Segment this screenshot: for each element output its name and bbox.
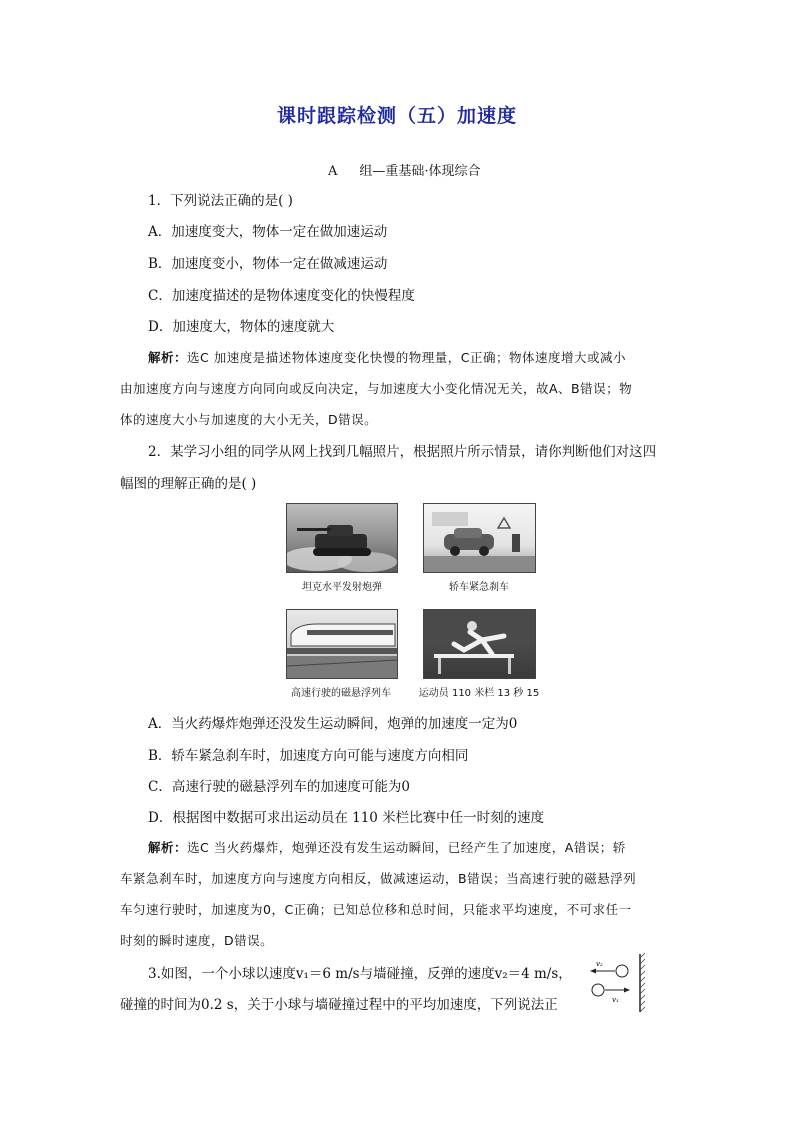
caption-tank: 坦克水平发射炮弹 [302,582,382,593]
tank-photo [286,503,398,573]
q1-option-b: B．加速度变小，物体一定在做减速运动 [148,256,388,272]
q2-analysis-line-3: 车匀速行驶时，加速度为0，C正确；已知总位移和总时间，只能求平均速度，不可求任一 [120,902,632,917]
q1-stem: 1．下列说法正确的是( ) [148,193,293,209]
q2-analysis-line-2: 车紧急刹车时，加速度方向与速度方向相反，做减速运动，B错误；当高速行驶的磁悬浮列 [120,871,637,886]
q3-line-1: 3.如图，一个小球以速度v₁＝6 m/s与墙碰撞，反弹的速度v₂＝4 m/s， [148,966,572,982]
caption-hurdles: 运动员 110 米栏 13 秒 15 [418,688,540,699]
q2-option-a: A．当火药爆炸炮弹还没发生运动瞬间，炮弹的加速度一定为0 [148,716,518,732]
q2-analysis-line-4: 时刻的瞬时速度，D错误。 [120,933,274,948]
q1-option-d: D．加速度大，物体的速度就大 [148,319,335,335]
q1-analysis-line-2: 由加速度方向与速度方向同向或反向决定，与加速度大小变化情况无关，故A、B错误；物 [120,381,633,396]
hurdles-photo [423,609,536,679]
q2-option-d: D．根据图中数据可求出运动员在 110 米栏比赛中任一时刻的速度 [148,810,545,826]
analysis-label: 解析： [148,840,188,855]
q1-option-c: C．加速度描述的是物体速度变化的快慢程度 [148,288,415,304]
maglev-photo [286,609,398,679]
q2-stem-line-2: 幅图的理解正确的是( ) [120,476,257,492]
q1-analysis-line-1: 解析：选C 加速度是描述物体速度变化快慢的物理量，C正确；物体速度增大或减小 [148,350,626,365]
q2-option-c: C．高速行驶的磁悬浮列车的加速度可能为0 [148,779,410,795]
q1-option-a: A．加速度变大，物体一定在做加速运动 [148,224,388,240]
car-photo [423,503,536,573]
page-title: 课时跟踪检测（五）加速度 [276,105,517,127]
analysis-label: 解析： [148,350,188,365]
q2-analysis-line-1: 解析：选C 当火药爆炸，炮弹还没有发生运动瞬间，已经产生了加速度，A错误；轿 [148,840,626,855]
caption-car: 轿车紧急刹车 [449,582,509,593]
v1-label: v₁ [612,996,619,1004]
section-name: 组—重基础·体现综合 [359,164,481,179]
v2-label: v₂ [596,960,603,968]
q2-option-b: B．轿车紧急刹车时，加速度方向可能与速度方向相同 [148,748,469,764]
ball-wall-diagram [588,952,660,1014]
q1-analysis-line-3: 体的速度大小与加速度的大小无关，D错误。 [120,412,378,427]
section-heading [328,160,481,179]
q2-stem-line-1: 2．某学习小组的同学从网上找到几幅照片，根据照片所示情景，请你判断他们对这四 [148,444,657,460]
section-letter: A [328,164,338,179]
caption-maglev: 高速行驶的磁悬浮列车 [291,688,391,699]
q3-line-2: 碰撞的时间为0.2 s，关于小球与墙碰撞过程中的平均加速度，下列说法正 [120,997,558,1013]
